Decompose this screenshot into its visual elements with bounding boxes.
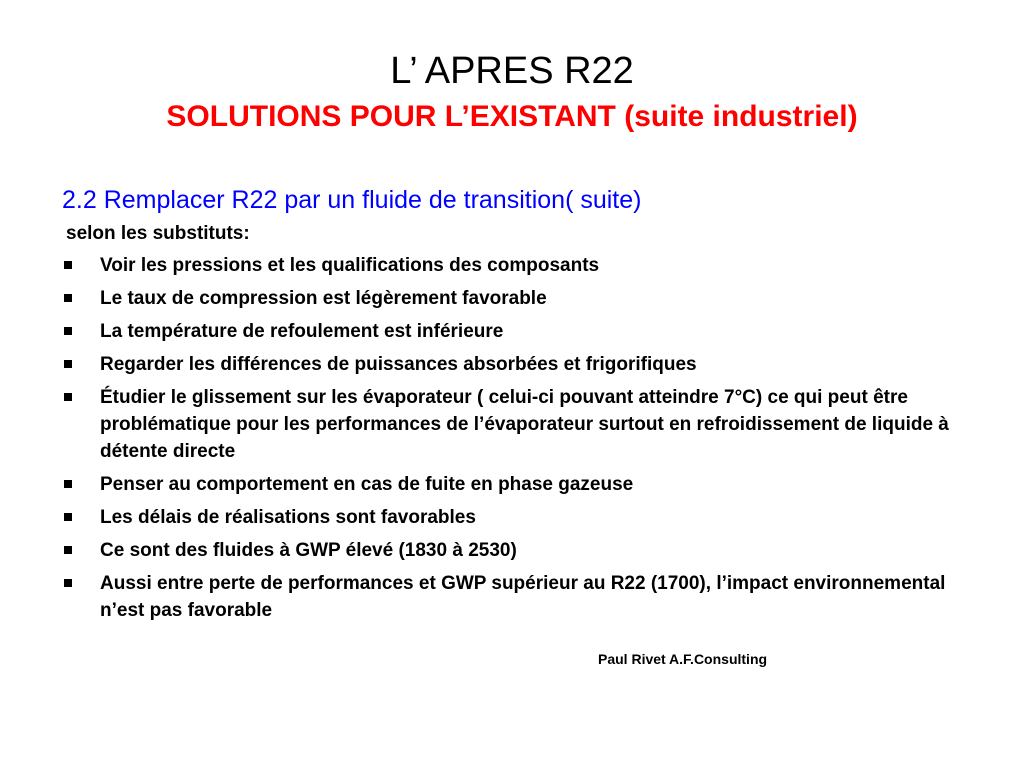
square-bullet-icon bbox=[64, 360, 72, 368]
bullet-text: La température de refoulement est inférieure bbox=[100, 321, 504, 342]
bullet-text: Aussi entre perte de performances et GWP supérieur au R22 (1700), l’impact environnemental n’est pas favorable bbox=[100, 573, 946, 621]
square-bullet-icon bbox=[64, 327, 72, 335]
bullet-item bbox=[62, 537, 962, 564]
square-bullet-icon bbox=[64, 579, 72, 587]
slide-subtitle: SOLUTIONS POUR L’EXISTANT (suite industriel) bbox=[166, 100, 858, 133]
bullet-item bbox=[62, 285, 962, 312]
bullet-text: Le taux de compression est légèrement favorable bbox=[100, 288, 547, 309]
square-bullet-icon bbox=[64, 393, 72, 401]
title-block bbox=[0, 48, 1024, 136]
slide-title: L’ APRES R22 bbox=[390, 50, 634, 92]
square-bullet-icon bbox=[64, 261, 72, 269]
square-bullet-icon bbox=[64, 513, 72, 521]
square-bullet-icon bbox=[64, 546, 72, 554]
intro-text: selon les substituts: bbox=[66, 223, 250, 244]
bullet-item bbox=[62, 504, 962, 531]
author-credit: Paul Rivet A.F.Consulting bbox=[598, 651, 768, 667]
bullet-text: Penser au comportement en cas de fuite en phase gazeuse bbox=[100, 474, 634, 495]
bullet-item bbox=[62, 252, 962, 279]
bullet-text: Étudier le glissement sur les évaporateur ( celui-ci pouvant atteindre 7°C) ce qui peut être problématique pour les performances de l’évaporateur surtout en refroidissement de liquide à détente directe bbox=[100, 387, 949, 462]
bullet-item bbox=[62, 384, 962, 465]
bullet-text: Ce sont des fluides à GWP élevé (1830 à 2530) bbox=[100, 540, 517, 561]
bullet-item bbox=[62, 318, 962, 345]
section-heading: 2.2 Remplacer R22 par un fluide de transition( suite) bbox=[62, 186, 642, 214]
bullet-item bbox=[62, 471, 962, 498]
bullet-item bbox=[62, 351, 962, 378]
square-bullet-icon bbox=[64, 294, 72, 302]
bullet-text: Les délais de réalisations sont favorables bbox=[100, 507, 476, 528]
slide-content bbox=[62, 184, 962, 630]
bullet-list bbox=[62, 252, 962, 624]
bullet-text: Voir les pressions et les qualifications des composants bbox=[100, 255, 600, 276]
bullet-text: Regarder les différences de puissances absorbées et frigorifiques bbox=[100, 354, 697, 375]
square-bullet-icon bbox=[64, 480, 72, 488]
bullet-item bbox=[62, 570, 962, 624]
